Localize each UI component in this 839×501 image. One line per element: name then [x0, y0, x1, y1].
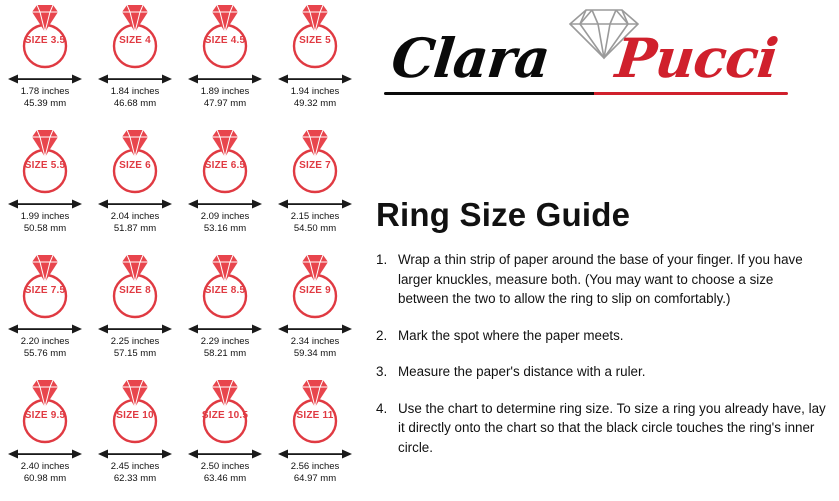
ring-size-label: SIZE 6.5 [204, 160, 246, 171]
ring-illustration [90, 125, 180, 199]
ring-illustration [0, 125, 90, 199]
diameter-arrow-icon [270, 197, 360, 209]
instruction-step [376, 362, 826, 382]
ring-size-label: SIZE 11 [296, 410, 334, 421]
ring-size-cell [180, 0, 270, 125]
step-text: Measure the paper's distance with a ruler. [398, 364, 646, 379]
diameter-arrow-icon [180, 447, 270, 459]
diameter-arrow-icon [270, 72, 360, 84]
measure-inches: 2.29 inches [200, 336, 250, 347]
ring-size-cell [0, 375, 90, 500]
measure-mm: 45.39 mm [23, 97, 67, 109]
ring-illustration [0, 0, 90, 74]
measure-inches: 2.40 inches [20, 461, 70, 472]
measure-inches: 2.34 inches [290, 336, 340, 347]
measure-inches: 2.45 inches [110, 461, 160, 472]
ring-size-label: SIZE 9 [299, 285, 331, 296]
diameter-arrow-icon [90, 322, 180, 334]
ring-size-cell [270, 375, 360, 500]
measure-mm: 57.15 mm [113, 347, 157, 359]
ring-size-label: SIZE 8.5 [204, 285, 246, 296]
ring-size-cell [180, 250, 270, 375]
diameter-arrow-icon [180, 322, 270, 334]
instruction-step [376, 326, 826, 346]
brand-name-second: Pucci [612, 26, 781, 90]
measure-mm: 46.68 mm [113, 97, 157, 109]
measure-mm: 53.16 mm [203, 222, 247, 234]
ring-size-cell [270, 250, 360, 375]
page-title: Ring Size Guide [376, 196, 631, 233]
brand-name-first: Clara [388, 26, 553, 90]
ring-illustration [180, 0, 270, 74]
brand-logo [374, 4, 839, 100]
ring-size-cell [0, 0, 90, 125]
ring-measurements [0, 336, 90, 359]
instruction-step [376, 399, 826, 458]
ring-measurements [90, 211, 180, 234]
diameter-arrow-icon [0, 197, 90, 209]
ring-size-cell [90, 125, 180, 250]
ring-illustration [0, 375, 90, 449]
ring-size-label: SIZE 10.5 [201, 410, 249, 421]
ring-measurements [270, 461, 360, 484]
ring-measurements [90, 461, 180, 484]
measure-mm: 62.33 mm [113, 472, 157, 484]
ring-size-cell [180, 375, 270, 500]
instruction-steps [376, 250, 826, 474]
step-text: Use the chart to determine ring size. To size a ring you already have, lay it directly onto the chart so that the black circle touches the ring's inner circle. [398, 400, 826, 455]
diameter-arrow-icon [180, 72, 270, 84]
measure-mm: 63.46 mm [203, 472, 247, 484]
measure-inches: 1.94 inches [290, 86, 340, 97]
diameter-arrow-icon [270, 322, 360, 334]
ring-measurements [270, 336, 360, 359]
step-text: Wrap a thin strip of paper around the base of your finger. If you have larger knuckles, measure both. (You may want to choose a size between the two to allow the ring to slip on comfortably.) [398, 252, 803, 306]
diameter-arrow-icon [270, 447, 360, 459]
ring-measurements [0, 461, 90, 484]
ring-illustration [0, 250, 90, 324]
instruction-step [376, 250, 826, 309]
ring-illustration [90, 0, 180, 74]
measure-mm: 58.21 mm [203, 347, 247, 359]
ring-size-cell [0, 125, 90, 250]
step-number: 1. [376, 252, 388, 267]
diameter-arrow-icon [0, 447, 90, 459]
ring-measurements [90, 336, 180, 359]
ring-size-label: SIZE 3.5 [24, 35, 66, 46]
measure-mm: 47.97 mm [203, 97, 247, 109]
measure-mm: 55.76 mm [23, 347, 67, 359]
step-text: Mark the spot where the paper meets. [398, 327, 624, 343]
measure-inches: 2.20 inches [20, 336, 70, 347]
right-column [366, 0, 839, 501]
ring-size-chart-grid [0, 0, 360, 501]
measure-mm: 64.97 mm [293, 472, 337, 484]
measure-inches: 2.04 inches [110, 211, 160, 222]
measure-inches: 1.84 inches [110, 86, 160, 97]
ring-measurements [180, 211, 270, 234]
ring-size-cell [90, 0, 180, 125]
measure-mm: 60.98 mm [23, 472, 67, 484]
ring-illustration [270, 375, 360, 449]
ring-size-cell [180, 125, 270, 250]
ring-size-label: SIZE 7.5 [24, 285, 66, 296]
measure-inches: 2.09 inches [200, 211, 250, 222]
ring-size-label: SIZE 5 [299, 35, 331, 46]
measure-inches: 2.25 inches [110, 336, 160, 347]
ring-measurements [180, 86, 270, 109]
ring-size-cell [90, 250, 180, 375]
ring-size-label: SIZE 6 [119, 160, 151, 171]
measure-inches: 2.50 inches [200, 461, 250, 472]
ring-illustration [90, 375, 180, 449]
measure-inches: 1.89 inches [200, 86, 250, 97]
ring-size-label: SIZE 8 [119, 285, 151, 296]
ring-size-cell [270, 125, 360, 250]
measure-mm: 54.50 mm [293, 222, 337, 234]
ring-measurements [270, 211, 360, 234]
ring-size-label: SIZE 4 [119, 35, 151, 46]
ring-measurements [90, 86, 180, 109]
ring-measurements [180, 461, 270, 484]
ring-size-label: SIZE 9.5 [24, 410, 66, 421]
ring-size-label: SIZE 5.5 [24, 160, 66, 171]
ring-measurements [0, 211, 90, 234]
ring-size-cell [0, 250, 90, 375]
ring-illustration [270, 125, 360, 199]
diameter-arrow-icon [0, 72, 90, 84]
logo-underline [384, 92, 788, 95]
measure-mm: 59.34 mm [293, 347, 337, 359]
ring-measurements [0, 86, 90, 109]
diameter-arrow-icon [90, 197, 180, 209]
measure-inches: 1.78 inches [20, 86, 70, 97]
ring-measurements [270, 86, 360, 109]
ring-illustration [270, 0, 360, 74]
step-number: 2. [376, 327, 388, 343]
measure-mm: 49.32 mm [293, 97, 337, 109]
diameter-arrow-icon [0, 322, 90, 334]
diameter-arrow-icon [90, 447, 180, 459]
step-number: 3. [376, 364, 388, 379]
diameter-arrow-icon [180, 197, 270, 209]
ring-size-label: SIZE 7 [299, 160, 331, 171]
ring-illustration [180, 250, 270, 324]
ring-illustration [270, 250, 360, 324]
ring-size-label: SIZE 4.5 [204, 35, 246, 46]
ring-size-label: SIZE 10 [116, 410, 154, 421]
step-number: 4. [376, 400, 388, 416]
ring-illustration [180, 125, 270, 199]
ring-size-cell [270, 0, 360, 125]
measure-mm: 50.58 mm [23, 222, 67, 234]
ring-illustration [90, 250, 180, 324]
measure-inches: 2.56 inches [290, 461, 340, 472]
measure-inches: 2.15 inches [290, 211, 340, 222]
measure-inches: 1.99 inches [20, 211, 70, 222]
ring-illustration [180, 375, 270, 449]
ring-measurements [180, 336, 270, 359]
measure-mm: 51.87 mm [113, 222, 157, 234]
diameter-arrow-icon [90, 72, 180, 84]
ring-size-cell [90, 375, 180, 500]
